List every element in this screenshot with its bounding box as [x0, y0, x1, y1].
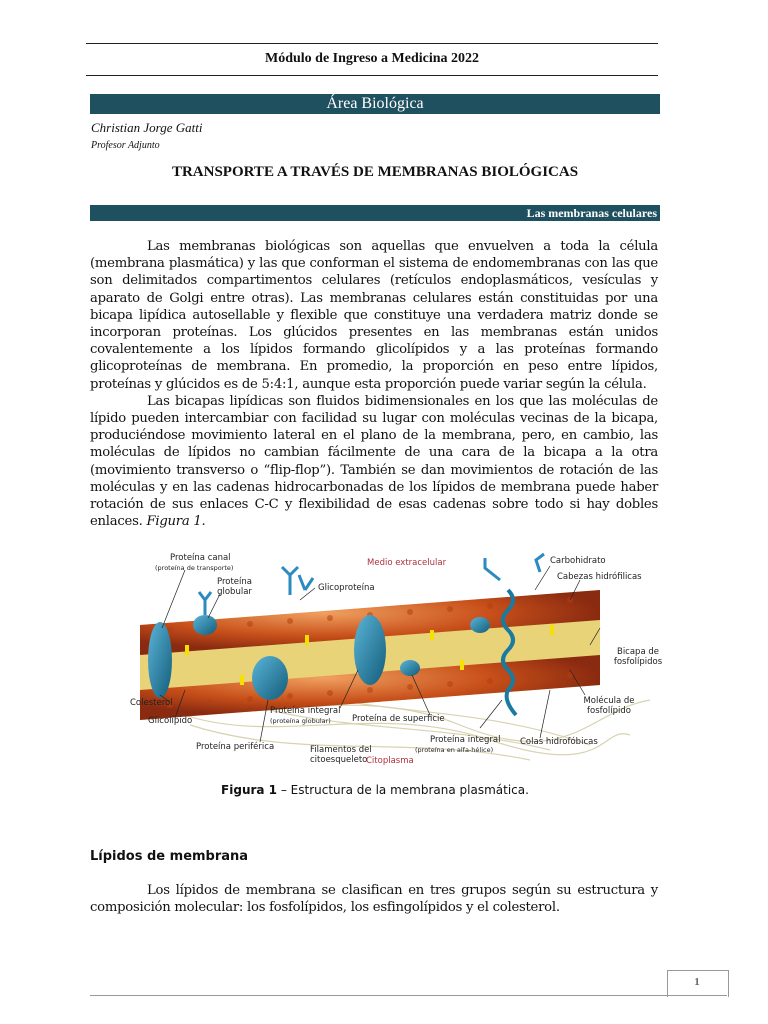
- footer-rule: [90, 995, 727, 996]
- header-title: Módulo de Ingreso a Medicina 2022: [264, 51, 480, 66]
- label-bilayer: Bicapa de fosfolípidos: [613, 647, 663, 667]
- label-integral-globular: Proteína integral: [270, 706, 341, 716]
- label-glycolipid: Glicolípido: [148, 716, 193, 726]
- label-extracellular: Medio extracelular: [367, 558, 447, 568]
- label-cholesterol: Colesterol: [130, 698, 173, 708]
- figure-reference: Figura 1.: [146, 514, 206, 530]
- label-filaments: Filamentos del citoesqueleto: [310, 745, 372, 765]
- author-role: Profesor Adjunto: [91, 140, 160, 151]
- label-globular-protein: Proteína globular: [216, 577, 252, 597]
- label-cytoplasm: Citoplasma: [366, 756, 414, 766]
- header-rule-bottom: [86, 75, 658, 76]
- area-banner: Área Biológica: [90, 94, 660, 114]
- label-carbohydrate: Carbohidrato: [550, 556, 606, 566]
- label-peripheral-protein: Proteína periférica: [196, 742, 275, 752]
- globular-protein: [193, 615, 217, 635]
- label-hydrophobic-tails: Colas hidrofóbicas: [520, 737, 598, 747]
- label-channel-protein: Proteína canal: [170, 553, 231, 563]
- section-banner: [90, 205, 660, 221]
- caption-text: – Estructura de la membrana plasmática.: [277, 783, 529, 797]
- label-integral-alpha-sub: (proteína en alfa-hélice): [415, 746, 494, 754]
- body-text: [90, 238, 658, 530]
- label-glycoprotein: Glicoproteína: [318, 583, 375, 593]
- final-paragraph-block: [90, 882, 658, 916]
- channel-protein: [148, 622, 172, 698]
- figure-caption: [90, 783, 660, 797]
- surface-protein: [400, 660, 420, 676]
- label-surface-protein: Proteína de superficie: [352, 714, 445, 724]
- label-integral-alpha: Proteína integral: [430, 735, 501, 745]
- header-rule-top: [86, 43, 658, 44]
- paragraph-2: [90, 393, 658, 531]
- label-phospholipid-molecule: Molécula de fosfolípido: [583, 696, 635, 716]
- peripheral-protein: [252, 656, 288, 700]
- caption-label: Figura 1: [221, 783, 278, 797]
- page-number: 1: [694, 976, 700, 988]
- paragraph-1: Las membranas biológicas son aquellas que envuelven a toda la célula (membrana plasmática) y las que conforman el sistema de endomembranas con las que son delimitados compartimentos celulares (retículos endoplasmáticos, vesículas y aparato de Golgi entre otras). Las membranas celulares están constituidas por una bicapa lipídica autosellable y flexible que constituye una verdadera matriz donde se incorporan proteínas. Los glúcidos presentes en las membranas están unidos covalentemente a los lípidos formando glicolípidos y a las proteínas formando glicoproteínas de membrana. En promedio, la proporción en peso entre lípidos, proteínas y glúcidos es de 5:4:1, aunque esta proporción puede variar según la célula.: [90, 239, 658, 392]
- membrane-figure: [130, 550, 670, 772]
- label-integral-globular-sub: (proteína globular): [270, 717, 331, 725]
- paragraph-2-text: Las bicapas lipídicas son fluidos bidimensionales en los que las moléculas de lípido pueden intercambiar con facilidad su lugar con moléculas vecinas de la bicapa, produciéndose movimiento lateral en el plano de la membrana, pero, en cambio, las moléculas de lípidos no cambian fácilmente de una cara de la bicapa a la otra (movimiento transverso o “flip-flop”). También se dan movimientos de rotación de las moléculas y en las cadenas hidrocarbonadas de los lípidos de membrana puede haber rotación de sus enlaces C-C y flexibilidad de esas cadenas sobre todo si hay dobles enlaces.: [90, 393, 658, 530]
- document-title: TRANSPORTE A TRAVÉS DE MEMBRANAS BIOLÓGICAS: [171, 164, 579, 180]
- small-protein: [470, 617, 490, 633]
- label-channel-protein-sub: (proteína de transporte): [155, 564, 234, 572]
- subheading: Lípidos de membrana: [90, 849, 249, 864]
- section-banner-label: Las membranas celulares: [526, 206, 657, 220]
- author-name: Christian Jorge Gatti: [91, 120, 203, 135]
- label-hydrophilic-heads: Cabezas hidrófilicas: [557, 572, 642, 582]
- paragraph-3: Los lípidos de membrana se clasifican en tres grupos según su estructura y composición molecular: los fosfolípidos, los esfingolípidos y el colesterol.: [90, 883, 658, 916]
- integral-globular-protein: [354, 615, 386, 685]
